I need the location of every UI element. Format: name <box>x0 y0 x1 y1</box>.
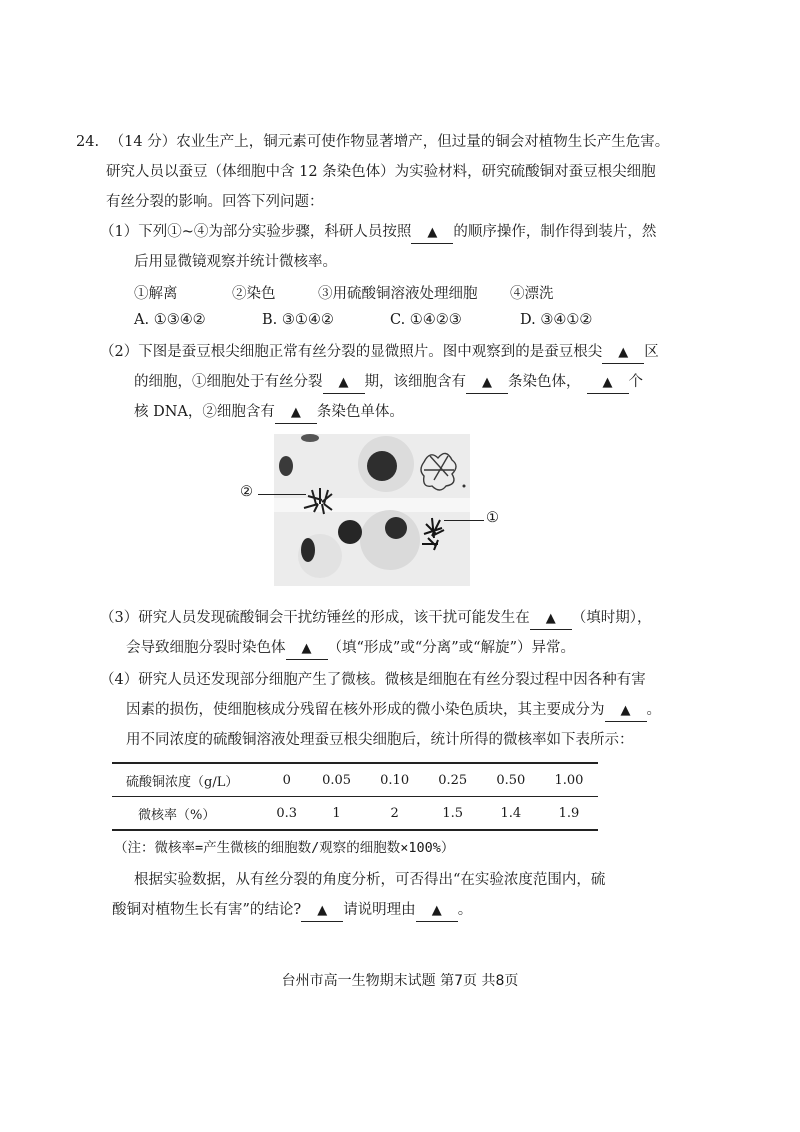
table-cell: 0.25 <box>424 763 482 797</box>
part3-line-2 <box>126 638 575 660</box>
blank-mark: ▲ <box>301 641 312 656</box>
step-item: ③用硫酸铜溶液处理细胞 <box>318 286 478 302</box>
table-row-header: 硫酸铜浓度（g/L） <box>112 763 266 797</box>
table-cell: 0.3 <box>266 797 308 831</box>
question-number: 24. <box>76 134 100 150</box>
part2-text-b: 区 <box>644 344 659 360</box>
blank-mark: ▲ <box>427 225 438 240</box>
answer-blank[interactable] <box>416 900 458 922</box>
step-item: ④漂洗 <box>510 286 554 302</box>
question-intro-line-3: 有丝分裂的影响。回答下列问题： <box>106 194 324 210</box>
option-d: D. ③④①② <box>520 312 593 328</box>
blank-mark: ▲ <box>317 903 328 918</box>
part2-line-1 <box>100 342 659 364</box>
step-item: ①解离 <box>134 286 178 302</box>
answer-blank[interactable] <box>411 222 453 244</box>
answer-blank[interactable] <box>323 372 365 394</box>
cell-label-1: ① <box>486 510 499 526</box>
conclusion-line-2 <box>112 900 472 922</box>
table-cell: 1.4 <box>482 797 540 831</box>
part2-text-d: 期，该细胞含有 <box>364 374 466 390</box>
table-row <box>112 797 598 831</box>
table-row-header: 微核率（%） <box>112 797 266 831</box>
micronucleus-table <box>112 762 598 831</box>
conclusion-text-a: 酸铜对植物生长有害”的结论? <box>112 902 302 918</box>
part1-text-b: 的顺序操作，制作得到装片，然 <box>453 224 657 240</box>
table-cell: 1.5 <box>424 797 482 831</box>
answer-blank[interactable] <box>605 700 647 722</box>
part2-text-f: 个 <box>628 374 643 390</box>
part3-line-1 <box>100 608 651 630</box>
option-c: C. ①④②③ <box>390 312 462 328</box>
blank-mark: ▲ <box>618 345 629 360</box>
answer-blank[interactable] <box>286 638 328 660</box>
answer-blank[interactable] <box>530 608 572 630</box>
option-a: A. ①③④② <box>134 312 206 328</box>
micrograph-image <box>274 434 470 586</box>
conclusion-text-b: 请说明理由 <box>343 902 416 918</box>
table-cell: 1 <box>308 797 366 831</box>
question-intro-text-1: （14 分）农业生产上，铜元素可使作物显著增产，但过量的铜会对植物生长产生危害。 <box>109 134 670 150</box>
table-cell: 0.10 <box>366 763 424 797</box>
table-cell: 1.00 <box>540 763 598 797</box>
table-cell: 0.50 <box>482 763 540 797</box>
part2-line-2 <box>134 372 643 394</box>
question-intro-line-1 <box>76 132 669 152</box>
part2-text-a: （2）下图是蚕豆根尖细胞正常有丝分裂的显微照片。图中观察到的是蚕豆根尖 <box>100 344 603 360</box>
table-note: （注：微核率=产生微核的细胞数/观察的细胞数×100%） <box>114 840 455 856</box>
blank-mark: ▲ <box>545 611 556 626</box>
pointer-line-1 <box>444 520 484 521</box>
cell-label-2: ② <box>240 484 253 500</box>
conclusion-text-c: 。 <box>457 902 473 918</box>
blank-mark: ▲ <box>431 903 442 918</box>
part3-text-c: 会导致细胞分裂时染色体 <box>126 640 286 656</box>
answer-blank[interactable] <box>301 900 343 922</box>
table-cell: 1.9 <box>540 797 598 831</box>
part2-text-e: 条染色体， <box>508 374 581 390</box>
conclusion-line-1: 根据实验数据，从有丝分裂的角度分析，可否得出“在实验浓度范围内，硫 <box>134 872 606 888</box>
answer-blank[interactable] <box>602 342 644 364</box>
part2-text-c: 的细胞，①细胞处于有丝分裂 <box>134 374 323 390</box>
part3-text-a: （3）研究人员发现硫酸铜会干扰纺锤丝的形成，该干扰可能发生在 <box>100 610 530 626</box>
part4-line-2 <box>126 700 661 722</box>
answer-blank[interactable] <box>587 372 629 394</box>
table-cell: 0.05 <box>308 763 366 797</box>
part3-text-d: （填“形成”或“分离”或“解旋”）异常。 <box>327 640 575 656</box>
page-footer: 台州市高一生物期末试题 第7页 共8页 <box>281 973 519 989</box>
table-row <box>112 763 598 797</box>
part1-text-a: （1）下列①~④为部分实验步骤，科研人员按照 <box>100 224 412 240</box>
table-cell: 2 <box>366 797 424 831</box>
table-cell: 0 <box>266 763 308 797</box>
answer-blank[interactable] <box>466 372 508 394</box>
part2-text-g: 核 DNA，②细胞含有 <box>134 404 275 420</box>
pointer-line-2 <box>258 494 306 495</box>
part1-line-1 <box>100 222 656 244</box>
option-b: B. ③①④② <box>262 312 334 328</box>
part4-text-a: 因素的损伤，使细胞核成分残留在核外形成的微小染色质块，其主要成分为 <box>126 702 605 718</box>
blank-mark: ▲ <box>602 375 613 390</box>
step-item: ②染色 <box>232 286 276 302</box>
blank-mark: ▲ <box>620 703 631 718</box>
part4-text-b: 。 <box>646 702 661 718</box>
blank-mark: ▲ <box>338 375 349 390</box>
part4-line-3: 用不同浓度的硫酸铜溶液处理蚕豆根尖细胞后，统计所得的微核率如下表所示： <box>126 732 634 748</box>
blank-mark: ▲ <box>482 375 492 390</box>
part2-line-3 <box>134 402 404 424</box>
part4-line-1: （4）研究人员还发现部分细胞产生了微核。微核是细胞在有丝分裂过程中因各种有害 <box>100 672 646 688</box>
part3-text-b: （填时期）， <box>571 610 652 626</box>
micrograph-figure <box>274 434 470 586</box>
part1-line-2: 后用显微镜观察并统计微核率。 <box>134 254 337 270</box>
part2-text-h: 条染色单体。 <box>316 404 404 420</box>
question-intro-line-2: 研究人员以蚕豆（体细胞中含 12 条染色体）为实验材料，研究硫酸铜对蚕豆根尖细胞 <box>106 164 656 180</box>
blank-mark: ▲ <box>290 405 301 420</box>
answer-blank[interactable] <box>275 402 317 424</box>
